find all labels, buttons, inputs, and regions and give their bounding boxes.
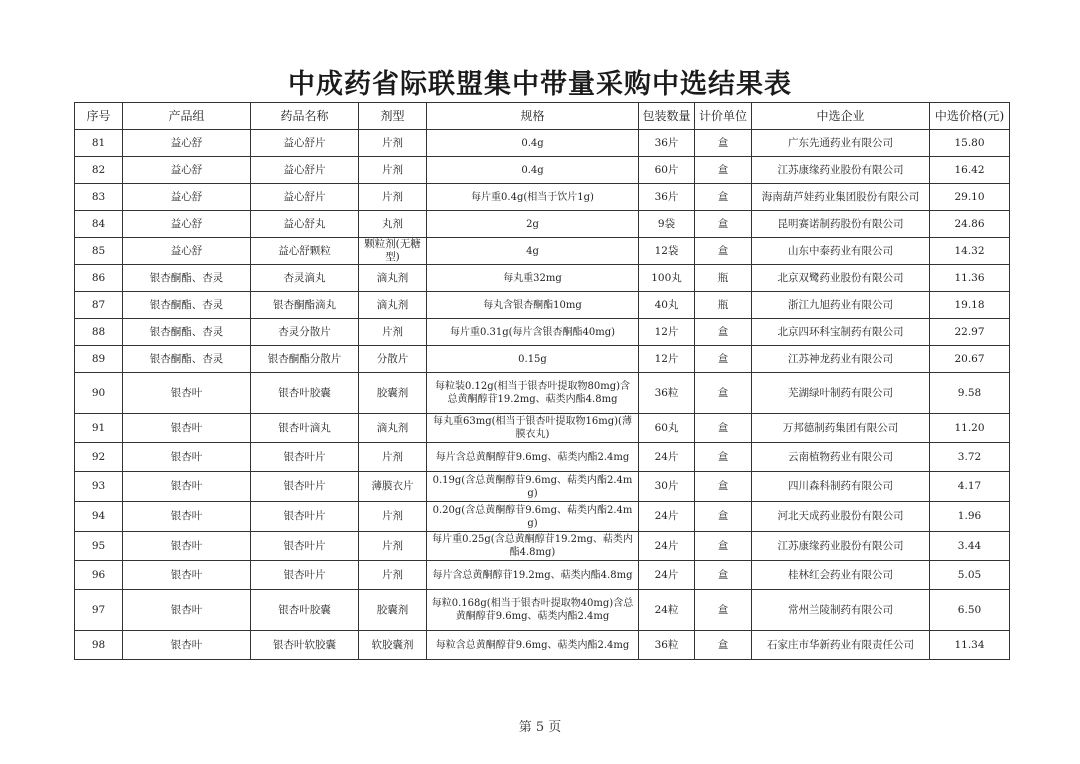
cell-drug-name: 益心舒片: [251, 130, 359, 157]
cell-index: 87: [75, 292, 123, 319]
cell-price: 11.20: [930, 414, 1010, 443]
col-header-pack-qty: 包装数量: [639, 103, 695, 130]
cell-price: 5.05: [930, 561, 1010, 590]
col-header-price: 中选价格(元): [930, 103, 1010, 130]
cell-spec: 0.4g: [427, 157, 639, 184]
cell-dosage-form: 滴丸剂: [359, 265, 427, 292]
cell-unit: 盒: [695, 184, 752, 211]
cell-dosage-form: 软胶囊剂: [359, 631, 427, 660]
cell-dosage-form: 片剂: [359, 319, 427, 346]
cell-price: 15.80: [930, 130, 1010, 157]
cell-index: 82: [75, 157, 123, 184]
cell-dosage-form: 丸剂: [359, 211, 427, 238]
cell-company: 浙江九旭药业有限公司: [752, 292, 930, 319]
cell-spec: 每丸重32mg: [427, 265, 639, 292]
cell-drug-name: 银杏叶胶囊: [251, 590, 359, 631]
cell-price: 24.86: [930, 211, 1010, 238]
cell-pack-qty: 60片: [639, 157, 695, 184]
table-header-row: [75, 103, 1010, 130]
cell-price: 3.72: [930, 443, 1010, 472]
cell-product-group: 益心舒: [123, 130, 251, 157]
cell-spec: 每片重0.31g(每片含银杏酮酯40mg): [427, 319, 639, 346]
cell-unit: 盒: [695, 373, 752, 414]
cell-unit: 盒: [695, 443, 752, 472]
cell-dosage-form: 分散片: [359, 346, 427, 373]
cell-drug-name: 益心舒片: [251, 184, 359, 211]
cell-drug-name: 杏灵滴丸: [251, 265, 359, 292]
table-row: [75, 238, 1010, 265]
cell-unit: 盒: [695, 414, 752, 443]
cell-spec: 每粒含总黄酮醇苷9.6mg、萜类内酯2.4mg: [427, 631, 639, 660]
cell-spec: 每片含总黄酮醇苷9.6mg、萜类内酯2.4mg: [427, 443, 639, 472]
cell-price: 3.44: [930, 532, 1010, 561]
cell-unit: 盒: [695, 211, 752, 238]
cell-product-group: 益心舒: [123, 184, 251, 211]
cell-company: 万邦德制药集团有限公司: [752, 414, 930, 443]
cell-drug-name: 杏灵分散片: [251, 319, 359, 346]
col-header-index: 序号: [75, 103, 123, 130]
cell-pack-qty: 24粒: [639, 590, 695, 631]
table-row: [75, 502, 1010, 532]
table-row: [75, 590, 1010, 631]
table-row: [75, 443, 1010, 472]
cell-company: 石家庄市华新药业有限责任公司: [752, 631, 930, 660]
cell-company: 北京四环科宝制药有限公司: [752, 319, 930, 346]
cell-spec: 每片重0.4g(相当于饮片1g): [427, 184, 639, 211]
cell-drug-name: 银杏酮酯滴丸: [251, 292, 359, 319]
table-row: [75, 157, 1010, 184]
cell-product-group: 银杏酮酯、杏灵: [123, 265, 251, 292]
results-table: [74, 102, 1010, 660]
cell-product-group: 益心舒: [123, 238, 251, 265]
cell-index: 83: [75, 184, 123, 211]
cell-company: 河北天成药业股份有限公司: [752, 502, 930, 532]
cell-price: 11.36: [930, 265, 1010, 292]
cell-index: 94: [75, 502, 123, 532]
cell-product-group: 银杏叶: [123, 373, 251, 414]
cell-unit: 盒: [695, 631, 752, 660]
cell-product-group: 银杏叶: [123, 561, 251, 590]
cell-dosage-form: 胶囊剂: [359, 373, 427, 414]
table-row: [75, 631, 1010, 660]
table-row: [75, 184, 1010, 211]
cell-pack-qty: 36粒: [639, 631, 695, 660]
cell-index: 91: [75, 414, 123, 443]
table-row: [75, 373, 1010, 414]
cell-company: 芜湖绿叶制药有限公司: [752, 373, 930, 414]
cell-unit: 瓶: [695, 292, 752, 319]
cell-dosage-form: 片剂: [359, 443, 427, 472]
cell-dosage-form: 片剂: [359, 130, 427, 157]
cell-unit: 瓶: [695, 265, 752, 292]
table-row: [75, 265, 1010, 292]
cell-pack-qty: 100丸: [639, 265, 695, 292]
cell-company: 四川森科制药有限公司: [752, 472, 930, 502]
cell-drug-name: 银杏叶片: [251, 472, 359, 502]
cell-drug-name: 银杏叶胶囊: [251, 373, 359, 414]
cell-pack-qty: 36片: [639, 130, 695, 157]
cell-product-group: 银杏叶: [123, 502, 251, 532]
cell-pack-qty: 12片: [639, 346, 695, 373]
cell-spec: 4g: [427, 238, 639, 265]
cell-company: 广东先通药业有限公司: [752, 130, 930, 157]
cell-company: 海南葫芦娃药业集团股份有限公司: [752, 184, 930, 211]
cell-pack-qty: 60丸: [639, 414, 695, 443]
cell-drug-name: 银杏叶片: [251, 443, 359, 472]
cell-price: 1.96: [930, 502, 1010, 532]
cell-price: 9.58: [930, 373, 1010, 414]
cell-product-group: 银杏酮酯、杏灵: [123, 319, 251, 346]
cell-pack-qty: 36粒: [639, 373, 695, 414]
cell-drug-name: 益心舒颗粒: [251, 238, 359, 265]
cell-dosage-form: 薄膜衣片: [359, 472, 427, 502]
cell-price: 16.42: [930, 157, 1010, 184]
cell-price: 29.10: [930, 184, 1010, 211]
cell-index: 81: [75, 130, 123, 157]
cell-product-group: 银杏叶: [123, 631, 251, 660]
table-row: [75, 211, 1010, 238]
cell-dosage-form: 片剂: [359, 157, 427, 184]
cell-company: 江苏康缘药业股份有限公司: [752, 157, 930, 184]
page-title: 中成药省际联盟集中带量采购中选结果表: [288, 69, 792, 100]
cell-drug-name: 益心舒丸: [251, 211, 359, 238]
cell-product-group: 银杏叶: [123, 414, 251, 443]
cell-index: 89: [75, 346, 123, 373]
cell-dosage-form: 片剂: [359, 561, 427, 590]
page-number: 第 5 页: [518, 720, 562, 735]
table-row: [75, 561, 1010, 590]
cell-unit: 盒: [695, 532, 752, 561]
cell-price: 6.50: [930, 590, 1010, 631]
cell-spec: 每丸重63mg(相当于银杏叶提取物16mg)(薄膜衣丸): [427, 414, 639, 443]
cell-product-group: 银杏酮酯、杏灵: [123, 292, 251, 319]
cell-drug-name: 银杏叶滴丸: [251, 414, 359, 443]
cell-pack-qty: 24片: [639, 502, 695, 532]
cell-spec: 每丸含银杏酮酯10mg: [427, 292, 639, 319]
cell-index: 96: [75, 561, 123, 590]
cell-company: 昆明赛诺制药股份有限公司: [752, 211, 930, 238]
table-row: [75, 292, 1010, 319]
cell-unit: 盒: [695, 130, 752, 157]
cell-company: 山东中泰药业有限公司: [752, 238, 930, 265]
table-row: [75, 414, 1010, 443]
cell-pack-qty: 24片: [639, 443, 695, 472]
cell-unit: 盒: [695, 319, 752, 346]
cell-price: 11.34: [930, 631, 1010, 660]
cell-spec: 每片重0.25g(含总黄酮醇苷19.2mg、萜类内酯4.8mg): [427, 532, 639, 561]
col-header-product-group: 产品组: [123, 103, 251, 130]
cell-unit: 盒: [695, 561, 752, 590]
cell-unit: 盒: [695, 238, 752, 265]
cell-pack-qty: 9袋: [639, 211, 695, 238]
table-row: [75, 130, 1010, 157]
cell-pack-qty: 24片: [639, 561, 695, 590]
table-row: [75, 532, 1010, 561]
cell-drug-name: 银杏叶片: [251, 532, 359, 561]
cell-drug-name: 银杏酮酯分散片: [251, 346, 359, 373]
cell-company: 桂林红会药业有限公司: [752, 561, 930, 590]
cell-index: 85: [75, 238, 123, 265]
cell-spec: 每粒装0.12g(相当于银杏叶提取物80mg)含总黄酮醇苷19.2mg、萜类内酯4.8mg: [427, 373, 639, 414]
cell-unit: 盒: [695, 157, 752, 184]
cell-index: 86: [75, 265, 123, 292]
cell-dosage-form: 片剂: [359, 532, 427, 561]
cell-spec: 0.4g: [427, 130, 639, 157]
cell-company: 江苏神龙药业有限公司: [752, 346, 930, 373]
cell-spec: 2g: [427, 211, 639, 238]
cell-drug-name: 益心舒片: [251, 157, 359, 184]
cell-unit: 盒: [695, 590, 752, 631]
cell-dosage-form: 片剂: [359, 502, 427, 532]
cell-spec: 每片含总黄酮醇苷19.2mg、萜类内酯4.8mg: [427, 561, 639, 590]
table-row: [75, 472, 1010, 502]
cell-pack-qty: 36片: [639, 184, 695, 211]
col-header-drug-name: 药品名称: [251, 103, 359, 130]
cell-product-group: 益心舒: [123, 211, 251, 238]
table-row: [75, 346, 1010, 373]
cell-company: 北京双鹭药业股份有限公司: [752, 265, 930, 292]
col-header-dosage-form: 剂型: [359, 103, 427, 130]
cell-dosage-form: 滴丸剂: [359, 292, 427, 319]
cell-drug-name: 银杏叶片: [251, 502, 359, 532]
cell-index: 98: [75, 631, 123, 660]
cell-price: 20.67: [930, 346, 1010, 373]
cell-unit: 盒: [695, 346, 752, 373]
cell-index: 93: [75, 472, 123, 502]
cell-index: 95: [75, 532, 123, 561]
cell-spec: 每粒0.168g(相当于银杏叶提取物40mg)含总黄酮醇苷9.6mg、萜类内酯2.4mg: [427, 590, 639, 631]
cell-index: 84: [75, 211, 123, 238]
cell-index: 88: [75, 319, 123, 346]
cell-index: 90: [75, 373, 123, 414]
cell-drug-name: 银杏叶软胶囊: [251, 631, 359, 660]
cell-dosage-form: 胶囊剂: [359, 590, 427, 631]
cell-pack-qty: 12袋: [639, 238, 695, 265]
cell-pack-qty: 12片: [639, 319, 695, 346]
col-header-company: 中选企业: [752, 103, 930, 130]
cell-price: 22.97: [930, 319, 1010, 346]
cell-unit: 盒: [695, 472, 752, 502]
cell-pack-qty: 24片: [639, 532, 695, 561]
cell-product-group: 银杏叶: [123, 590, 251, 631]
cell-pack-qty: 30片: [639, 472, 695, 502]
cell-pack-qty: 40丸: [639, 292, 695, 319]
cell-spec: 0.15g: [427, 346, 639, 373]
cell-index: 92: [75, 443, 123, 472]
table-row: [75, 319, 1010, 346]
cell-dosage-form: 滴丸剂: [359, 414, 427, 443]
cell-price: 19.18: [930, 292, 1010, 319]
cell-dosage-form: 片剂: [359, 184, 427, 211]
cell-spec: 0.20g(含总黄酮醇苷9.6mg、萜类内酯2.4mg): [427, 502, 639, 532]
cell-unit: 盒: [695, 502, 752, 532]
cell-dosage-form: 颗粒剂(无糖型): [359, 238, 427, 265]
cell-company: 常州兰陵制药有限公司: [752, 590, 930, 631]
cell-product-group: 益心舒: [123, 157, 251, 184]
cell-company: 江苏康缘药业股份有限公司: [752, 532, 930, 561]
cell-price: 4.17: [930, 472, 1010, 502]
col-header-unit: 计价单位: [695, 103, 752, 130]
cell-product-group: 银杏叶: [123, 472, 251, 502]
cell-index: 97: [75, 590, 123, 631]
col-header-spec: 规格: [427, 103, 639, 130]
cell-product-group: 银杏叶: [123, 532, 251, 561]
cell-product-group: 银杏酮酯、杏灵: [123, 346, 251, 373]
cell-spec: 0.19g(含总黄酮醇苷9.6mg、萜类内酯2.4mg): [427, 472, 639, 502]
cell-company: 云南植物药业有限公司: [752, 443, 930, 472]
cell-product-group: 银杏叶: [123, 443, 251, 472]
cell-price: 14.32: [930, 238, 1010, 265]
cell-drug-name: 银杏叶片: [251, 561, 359, 590]
